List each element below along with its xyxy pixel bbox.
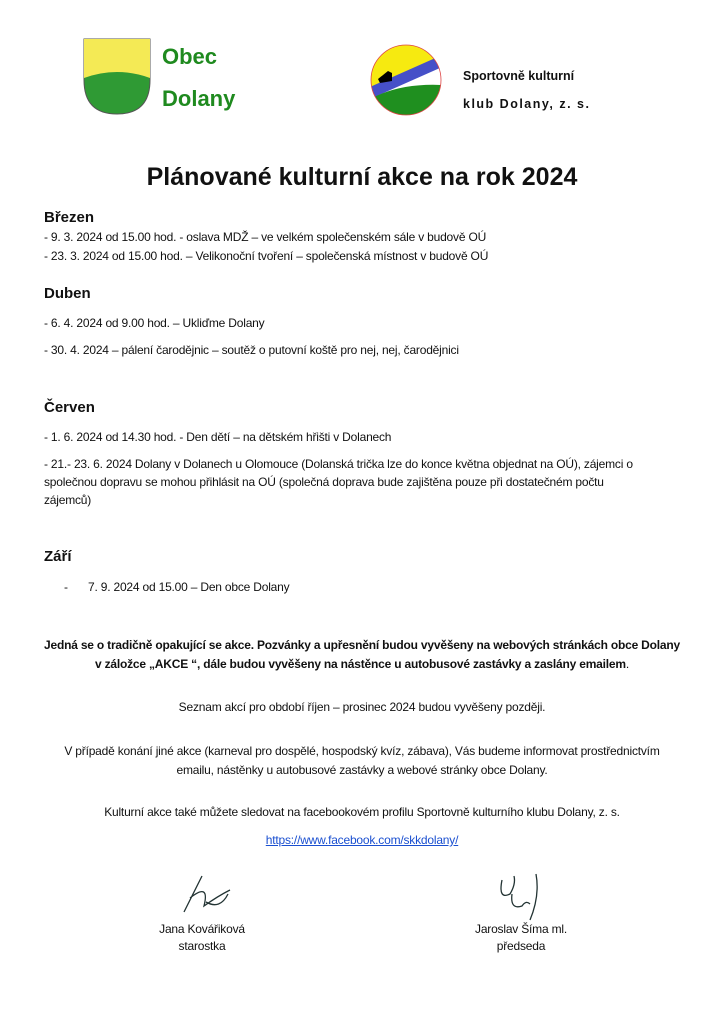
other-events-line-2: emailu, nástěnky u autobusové zastávky a webové stránky obce Dolany. — [176, 763, 548, 777]
municipality-coat-of-arms-logo — [83, 38, 151, 115]
list-bullet: - — [64, 580, 68, 594]
signatory-name: Jaroslav Šíma ml. — [475, 922, 567, 936]
signatory-name: Jana Kovářiková — [159, 922, 245, 936]
logo-text-dolany: Dolany — [162, 86, 236, 111]
section-heading-brezen: Březen — [44, 209, 95, 226]
event-item: - 6. 4. 2024 od 9.00 hod. – Ukliďme Dolany — [44, 316, 265, 330]
logo-text-obec: Obec — [162, 44, 218, 69]
event-item: - 1. 6. 2024 od 14.30 hod. - Den dětí – na dětském hřišti v Dolanech — [44, 430, 392, 444]
club-logo — [370, 43, 442, 117]
page-title: Plánované kulturní akce na rok 2024 — [146, 163, 578, 191]
facebook-text: Kulturní akce také můžete sledovat na facebookovém profilu Sportovně kulturního klubu Dolany, z. s. — [104, 805, 620, 819]
event-item: - 30. 4. 2024 – pálení čarodějnic – soutěž o putovní koště pro nej, nej, čarodějnici — [44, 343, 459, 357]
event-item-continued: společnou dopravu se mohou přihlásit na OÚ (společná doprava bude zajištěna pouze při dostatečném počtu — [44, 475, 604, 489]
later-notice: Seznam akcí pro období říjen – prosinec 2024 budou vyvěšeny později. — [178, 700, 546, 714]
signature-sima — [496, 870, 544, 922]
signature-kovarikova — [180, 872, 236, 916]
event-item: - 21.- 23. 6. 2024 Dolany v Dolanech u Olomouce (Dolanská trička lze do konce května objednat na OÚ), zájemci o — [44, 457, 633, 471]
event-item-continued: zájemců) — [44, 493, 92, 507]
event-item: - 23. 3. 2024 od 15.00 hod. – Velikonoční tvoření – společenská místnost v budově OÚ — [44, 249, 489, 263]
signatory-role: starostka — [178, 939, 226, 953]
section-heading-cerven: Červen — [44, 399, 95, 416]
section-heading-zari: Září — [44, 548, 72, 565]
club-name-line-1: Sportovně kulturní — [463, 69, 575, 83]
event-item: - 9. 3. 2024 od 15.00 hod. - oslava MDŽ – ve velkém společenském sále v budově OÚ — [44, 230, 487, 244]
club-name-line-2: klub Dolany, z. s. — [463, 97, 591, 111]
signatory-role: předseda — [496, 939, 546, 953]
notice-period: . — [625, 657, 630, 671]
section-heading-duben: Duben — [44, 285, 91, 302]
notice-line-1: Jedná se o tradičně opakující se akce. Pozvánky a upřesnění budou vyvěšeny na webových stránkách obce Dolany — [44, 638, 680, 652]
event-item: 7. 9. 2024 od 15.00 – Den obce Dolany — [88, 580, 290, 594]
other-events-line-1: V případě konání jiné akce (karneval pro dospělé, hospodský kvíz, zábava), Vás budeme informovat prostřednictvím — [64, 744, 660, 758]
facebook-link[interactable]: https://www.facebook.com/skkdolany/ — [265, 833, 459, 847]
notice-line-2: v záložce „AKCE “, dále budou vyvěšeny na nástěnce u autobusové zastávky a zaslány emailem — [94, 657, 626, 671]
